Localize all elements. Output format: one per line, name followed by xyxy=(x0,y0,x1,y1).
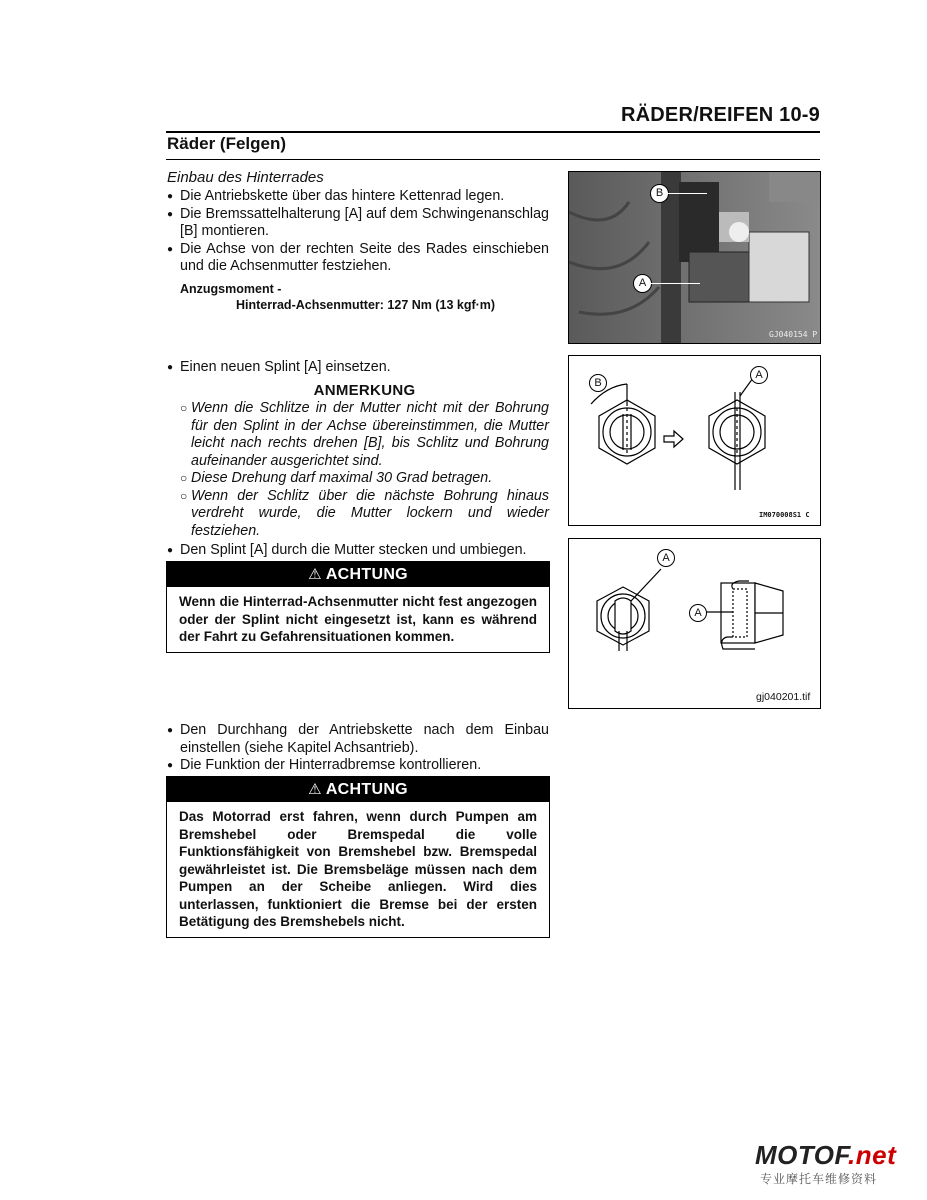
step-splint xyxy=(167,359,549,377)
warning-text: Wenn die Hinterrad-Achsenmutter nicht fest angezogen oder der Splint nicht eingesetzt ist, kann es während der Fahrt zu Gefahrensituationen kommen. xyxy=(179,594,537,644)
steps-list-1 xyxy=(167,188,549,276)
warning-triangle-icon: ⚠ xyxy=(308,566,322,583)
callout-line xyxy=(650,283,700,284)
list-item: ● Die Bremssattelhalterung [A] auf dem Schwingenanschlag [B] montieren. xyxy=(167,206,549,241)
section-subtitle: Einbau des Hinterrades xyxy=(167,169,324,186)
callout-label-a: A xyxy=(689,604,707,622)
header-rule xyxy=(166,131,820,133)
list-item: ● Die Antriebskette über das hintere Kettenrad legen. xyxy=(167,188,549,206)
step-bend xyxy=(167,542,549,560)
callout-line xyxy=(667,193,707,194)
list-item: ● Den Durchhang der Antriebskette nach dem Einbau einstellen (siehe Kapitel Achsantrieb). xyxy=(167,722,549,757)
warning-text: Das Motorrad erst fahren, wenn durch Pumpen am Bremshebel oder Bremspedal die volle Funktionsfähigkeit von Bremshebel bzw. Bremspedal gewährleistet ist. Die Bremsbeläge müssen nach dem Pumpen an der Scheibe anliegen. Wird dies unterlassen, funktioniert die Bremse bei der ersten Betätigung des Bremshebels nicht. xyxy=(179,809,537,929)
photo-illustration xyxy=(569,172,820,343)
warning-header xyxy=(167,562,549,587)
watermark-brand: MOTOF xyxy=(755,1140,849,1170)
callout-label-a: A xyxy=(633,274,652,293)
note-item: ○ Diese Drehung darf maximal 30 Grad betragen. xyxy=(167,470,549,488)
note-item: ○ Wenn der Schlitz über die nächste Bohrung hinaus verdreht wurde, die Mutter lockern und wieder festziehen. xyxy=(167,488,549,541)
list-item: ● Einen neuen Splint [A] einsetzen. xyxy=(167,359,549,377)
note-title: ANMERKUNG xyxy=(313,382,416,399)
callout-label-b: B xyxy=(589,374,607,392)
watermark-subtitle: 专业摩托车维修资料 xyxy=(760,1172,878,1186)
list-item: ● Den Splint [A] durch die Mutter stecken und umbiegen. xyxy=(167,542,549,560)
splint-diagram xyxy=(569,539,820,708)
callout-label-b: B xyxy=(650,184,669,203)
list-item: ● Die Funktion der Hinterradbremse kontrollieren. xyxy=(167,757,549,775)
list-item: ● Die Achse von der rechten Seite des Rades einschieben und die Achsenmutter festziehen. xyxy=(167,241,549,276)
warning-title: ACHTUNG xyxy=(325,781,408,798)
section-title: Räder (Felgen) xyxy=(167,134,287,153)
page-header-title: RÄDER/REIFEN 10-9 xyxy=(621,104,820,126)
watermark-tld: .net xyxy=(848,1140,897,1170)
callout-label-a: A xyxy=(750,366,768,384)
warning-header xyxy=(167,777,549,802)
section-rule xyxy=(166,159,820,160)
callout-label-a: A xyxy=(657,549,675,567)
figure-code: gj040201.tif xyxy=(756,691,811,703)
note-item: ○ Wenn die Schlitze in der Mutter nicht mit der Bohrung für den Splint in der Achse übereinstimmen, die Mutter leicht nach rechts drehen [B], bis Schlitz und Bohrung aufeinander ausgerichtet sind. xyxy=(167,400,549,470)
torque-label: Anzugsmoment - xyxy=(180,282,282,296)
figure-splint-bent xyxy=(568,538,821,709)
figure-photo-caliper xyxy=(568,171,821,344)
figure-nut-alignment xyxy=(568,355,821,526)
figure-code: GJ040154 P xyxy=(769,330,818,339)
warning-triangle-icon: ⚠ xyxy=(308,781,322,798)
watermark-logo xyxy=(755,1140,896,1171)
warning-box-1 xyxy=(166,561,550,653)
warning-box-2 xyxy=(166,776,550,938)
warning-title: ACHTUNG xyxy=(325,566,408,583)
steps-list-2 xyxy=(167,722,549,775)
note-list xyxy=(167,400,549,540)
torque-value: Hinterrad-Achsenmutter: 127 Nm (13 kgf·m) xyxy=(236,298,496,312)
figure-code: IM070008S1 C xyxy=(759,511,810,519)
